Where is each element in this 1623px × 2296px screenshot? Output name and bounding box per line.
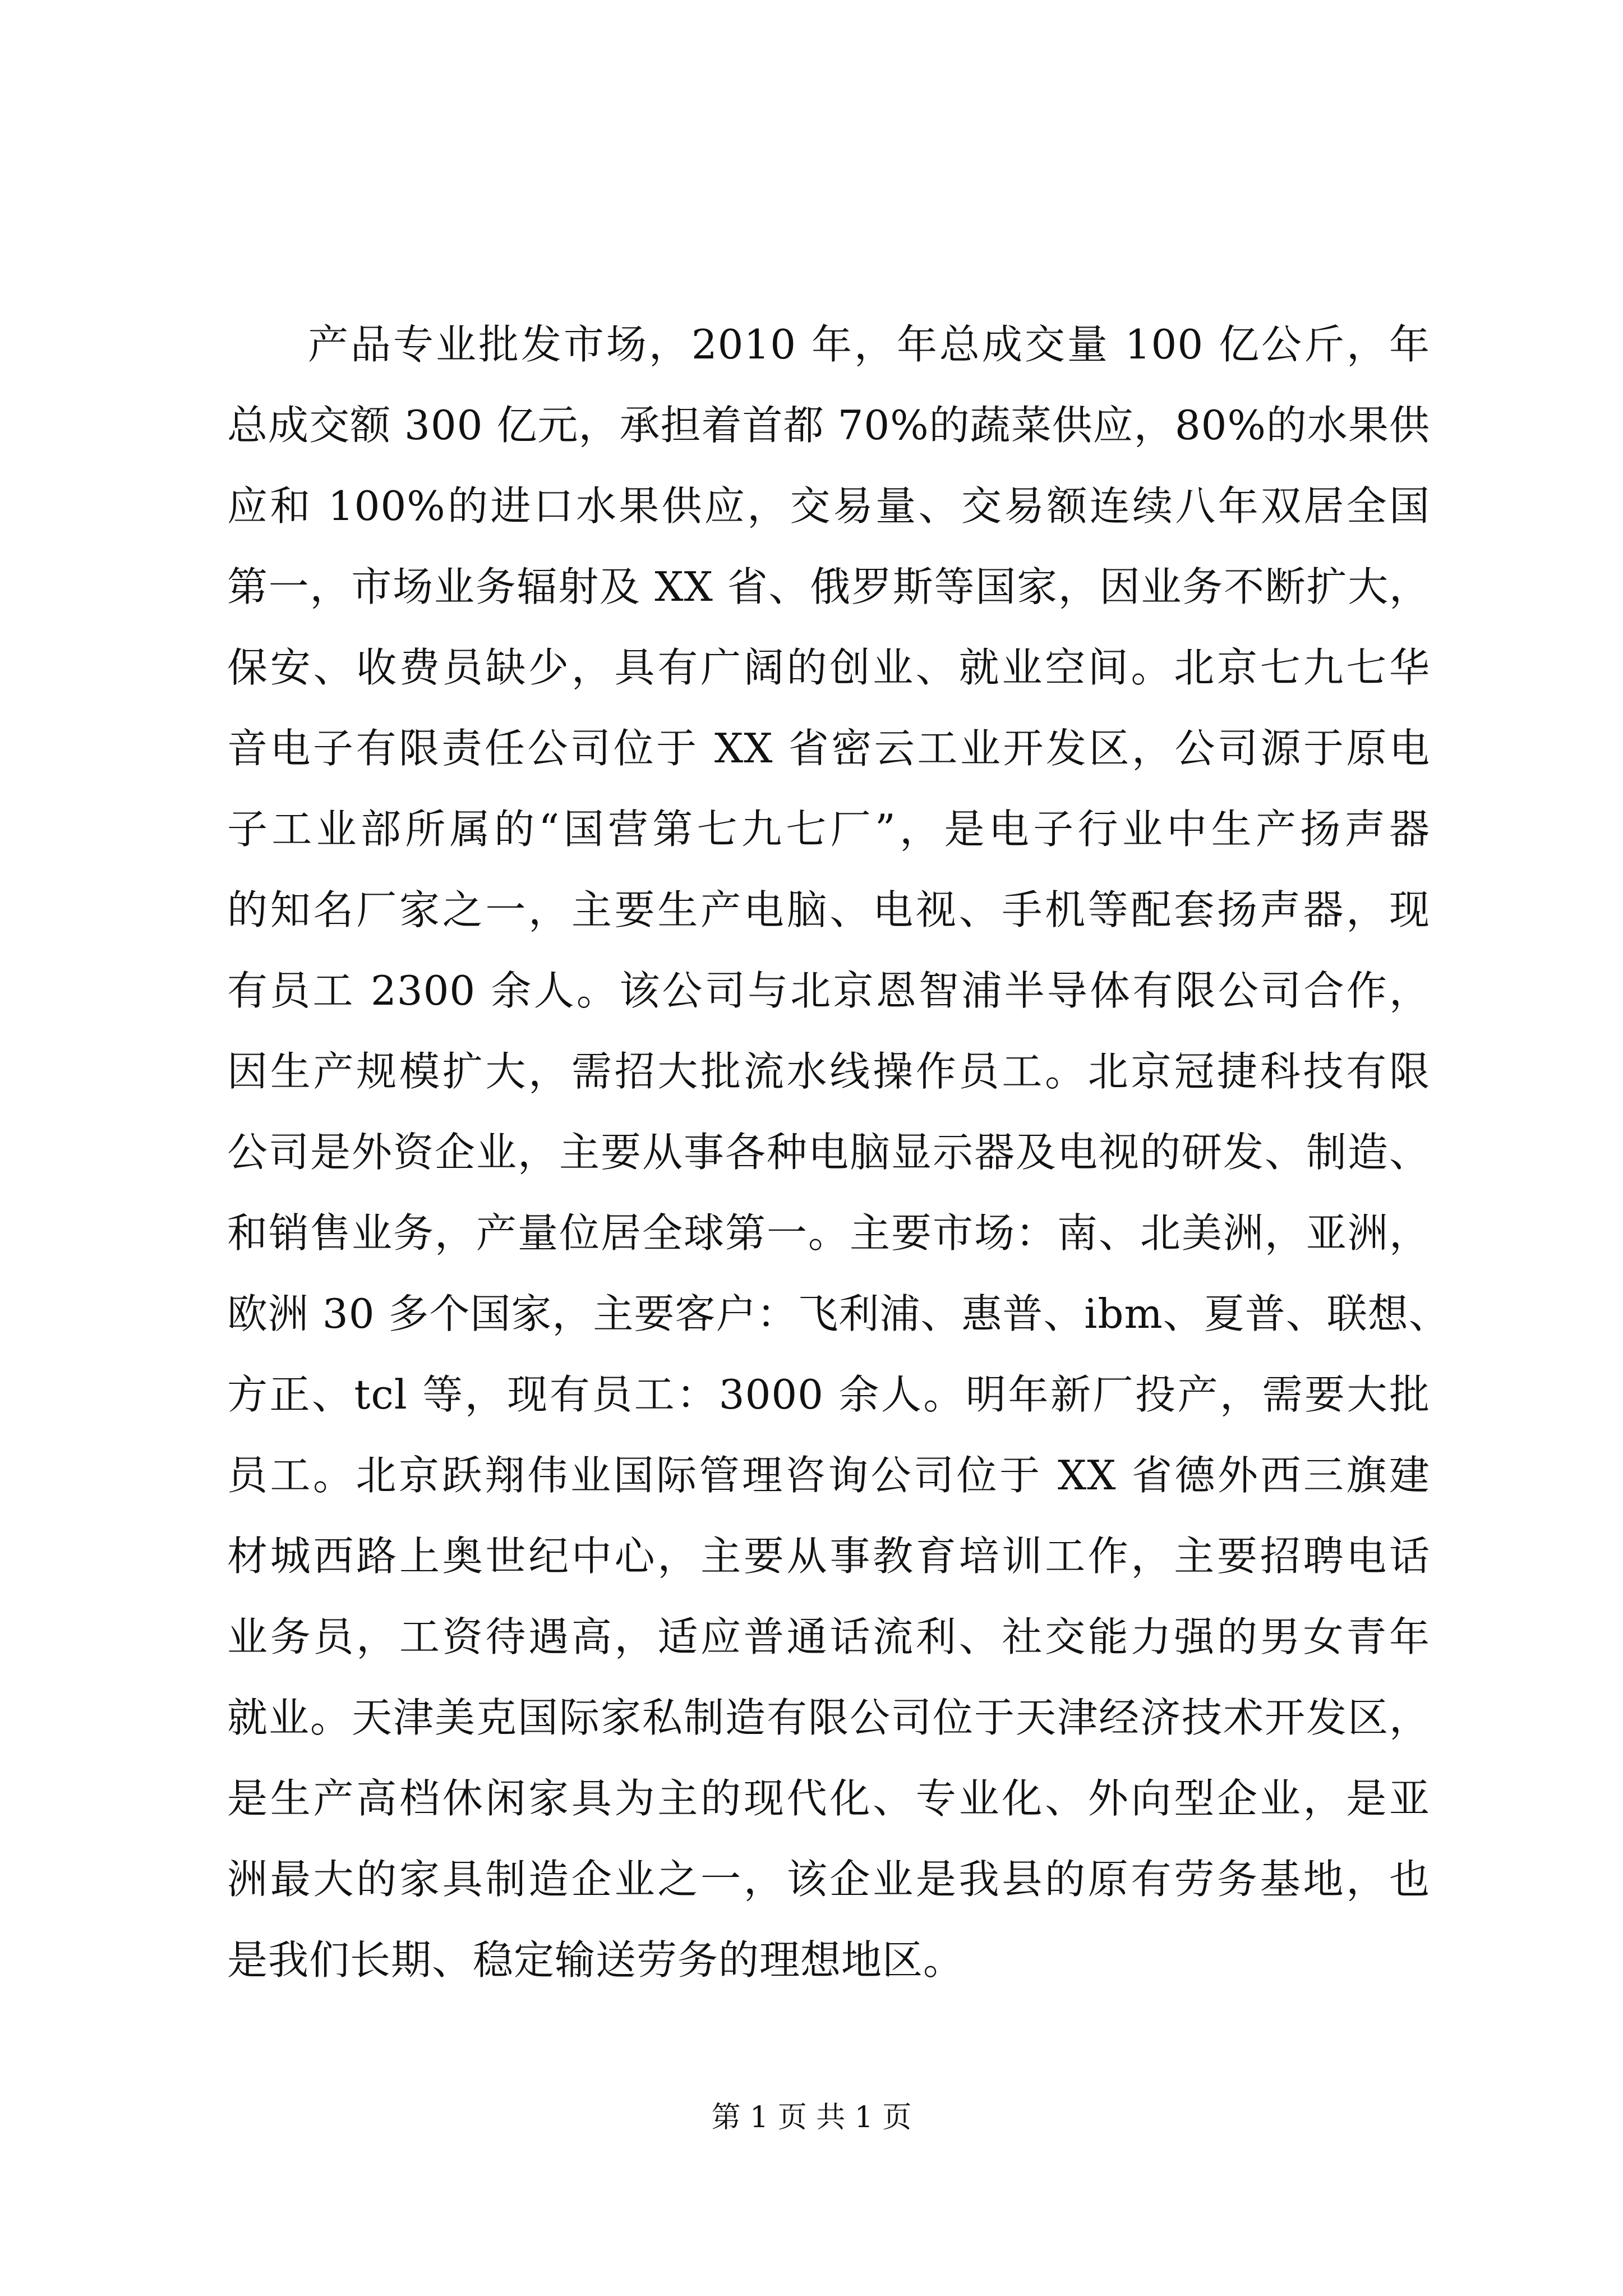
paragraph-line: 业务员，工资待遇高，适应普通话流利、社交能力强的男女青年 <box>227 1613 1430 1660</box>
paragraph-line: 因生产规模扩大，需招大批流水线操作员工。北京冠捷科技有限 <box>227 1048 1430 1095</box>
paragraph-line: 子工业部所属的“国营第七九七厂”，是电子行业中生产扬声器 <box>227 806 1430 853</box>
paragraph-line: 是生产高档休闲家具为主的现代化、专业化、外向型企业，是亚 <box>227 1775 1430 1822</box>
paragraph-line: 欧洲 30 多个国家，主要客户：飞利浦、惠普、ibm、夏普、联想、 <box>227 1290 1450 1337</box>
paragraph-line: 方正、tcl 等，现有员工：3000 余人。明年新厂投产，需要大批 <box>227 1371 1430 1418</box>
paragraph-line: 总成交额 300 亿元，承担着首都 70%的蔬菜供应，80%的水果供 <box>227 402 1430 449</box>
paragraph-line: 是我们长期、稳定输送劳务的理想地区。 <box>227 1936 965 1984</box>
paragraph-line: 的知名厂家之一，主要生产电脑、电视、手机等配套扬声器，现 <box>227 886 1430 933</box>
paragraph-line: 材城西路上奥世纪中心，主要从事教育培训工作，主要招聘电话 <box>227 1533 1430 1580</box>
paragraph-line: 就业。天津美克国际家私制造有限公司位于天津经济技术开发区， <box>227 1694 1430 1741</box>
paragraph-line: 产品专业批发市场，2010 年，年总成交量 100 亿公斤，年 <box>308 321 1430 368</box>
paragraph-line: 和销售业务，产量位居全球第一。主要市场：南、北美洲，亚洲， <box>227 1209 1430 1257</box>
paragraph-line: 第一，市场业务辐射及 XX 省、俄罗斯等国家，因业务不断扩大， <box>227 563 1430 610</box>
paragraph-line: 洲最大的家具制造企业之一，该企业是我县的原有劳务基地，也 <box>227 1856 1430 1903</box>
body-paragraph <box>227 304 1450 2000</box>
paragraph-line: 员工。北京跃翔伟业国际管理咨询公司位于 XX 省德外西三旗建 <box>227 1452 1430 1499</box>
paragraph-line: 有员工 2300 余人。该公司与北京恩智浦半导体有限公司合作， <box>227 967 1430 1014</box>
paragraph-line: 音电子有限责任公司位于 XX 省密云工业开发区，公司源于原电 <box>227 725 1430 772</box>
paragraph-line: 公司是外资企业，主要从事各种电脑显示器及电视的研发、制造、 <box>227 1129 1430 1176</box>
paragraph-line: 应和 100%的进口水果供应，交易量、交易额连续八年双居全国 <box>227 482 1430 530</box>
page-footer: 第 1 页 共 1 页 <box>711 2101 912 2134</box>
paragraph-line: 保安、收费员缺少，具有广阔的创业、就业空间。北京七九七华 <box>227 644 1430 691</box>
